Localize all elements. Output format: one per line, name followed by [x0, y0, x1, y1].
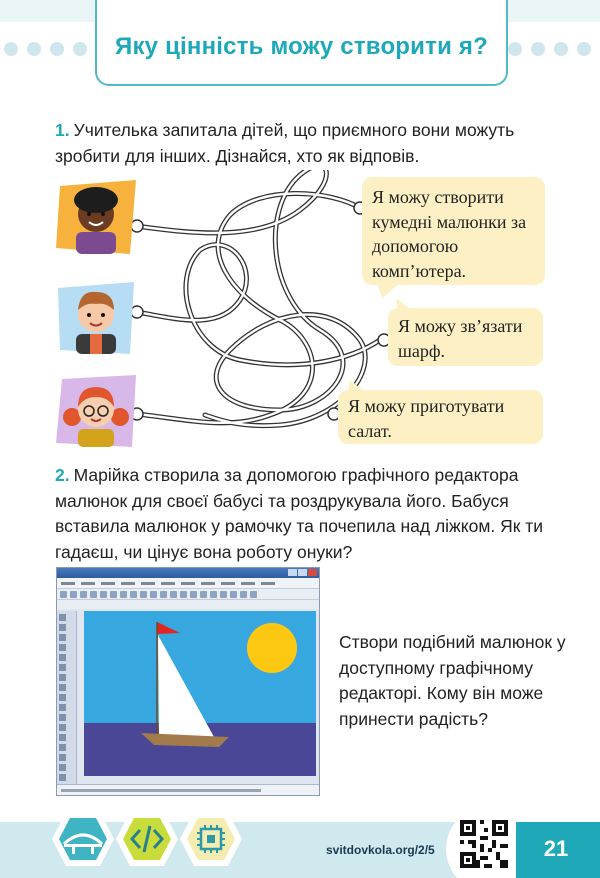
editor-titlebar — [57, 568, 319, 578]
avatar-girl-glasses — [56, 373, 136, 447]
speech-bubble-drawings: Я можу створити кумедні малюнки за допомогою комп’ютера. — [362, 177, 545, 285]
task-1 — [55, 118, 555, 169]
bridge-icon — [52, 812, 114, 866]
avatar-boy-curly — [56, 180, 136, 254]
footer-section-icons — [52, 808, 242, 870]
chip-icon — [180, 812, 242, 866]
graphic-editor-screenshot — [56, 567, 320, 796]
editor-options-bar — [57, 599, 319, 609]
footer-url[interactable]: svitdovkola.org/2/5 — [326, 843, 435, 857]
editor-canvas-drawing — [84, 611, 316, 776]
speech-bubble-scarf: Я можу зв’язати шарф. — [388, 308, 543, 366]
qr-code-icon[interactable] — [460, 820, 508, 868]
editor-menubar — [57, 578, 319, 588]
bubble-tail-1 — [376, 280, 406, 300]
editor-toolbar — [57, 588, 319, 599]
bubble-tail-2 — [394, 298, 416, 312]
editor-tool-palette — [57, 611, 77, 786]
page-number: 21 — [543, 836, 569, 861]
page-title: Яку цінність можу створити я? — [115, 33, 488, 60]
code-brackets-icon — [116, 812, 178, 866]
task-2-text: Марійка створила за допомогою графічного редактора малюнок для своєї бабусі та роздрукувала його. Бабуся вставила малюнок у рамочку та почепила над ліжком. Як ти гадаєш, чи цінує вона роботу онуки? — [55, 465, 544, 562]
avatar-boy-brown-hair — [56, 280, 136, 354]
header-dots-right — [508, 42, 591, 56]
bubble-tail-3 — [346, 380, 368, 394]
task-1-text: Учителька запитала дітей, що приємного вони можуть зробити для інших. Дізнайся, хто як відповів. — [55, 120, 515, 166]
side-task-text: Створи подібний малюнок у доступному графічному редакторі. Кому він може принести радість? — [339, 632, 566, 729]
speech-bubble-salad: Я можу приготувати салат. — [338, 390, 543, 444]
task-1-number: 1. — [55, 120, 70, 140]
task-2-number: 2. — [55, 465, 70, 485]
task-2 — [55, 463, 555, 565]
title-box — [95, 0, 508, 86]
editor-statusbar — [57, 784, 320, 795]
